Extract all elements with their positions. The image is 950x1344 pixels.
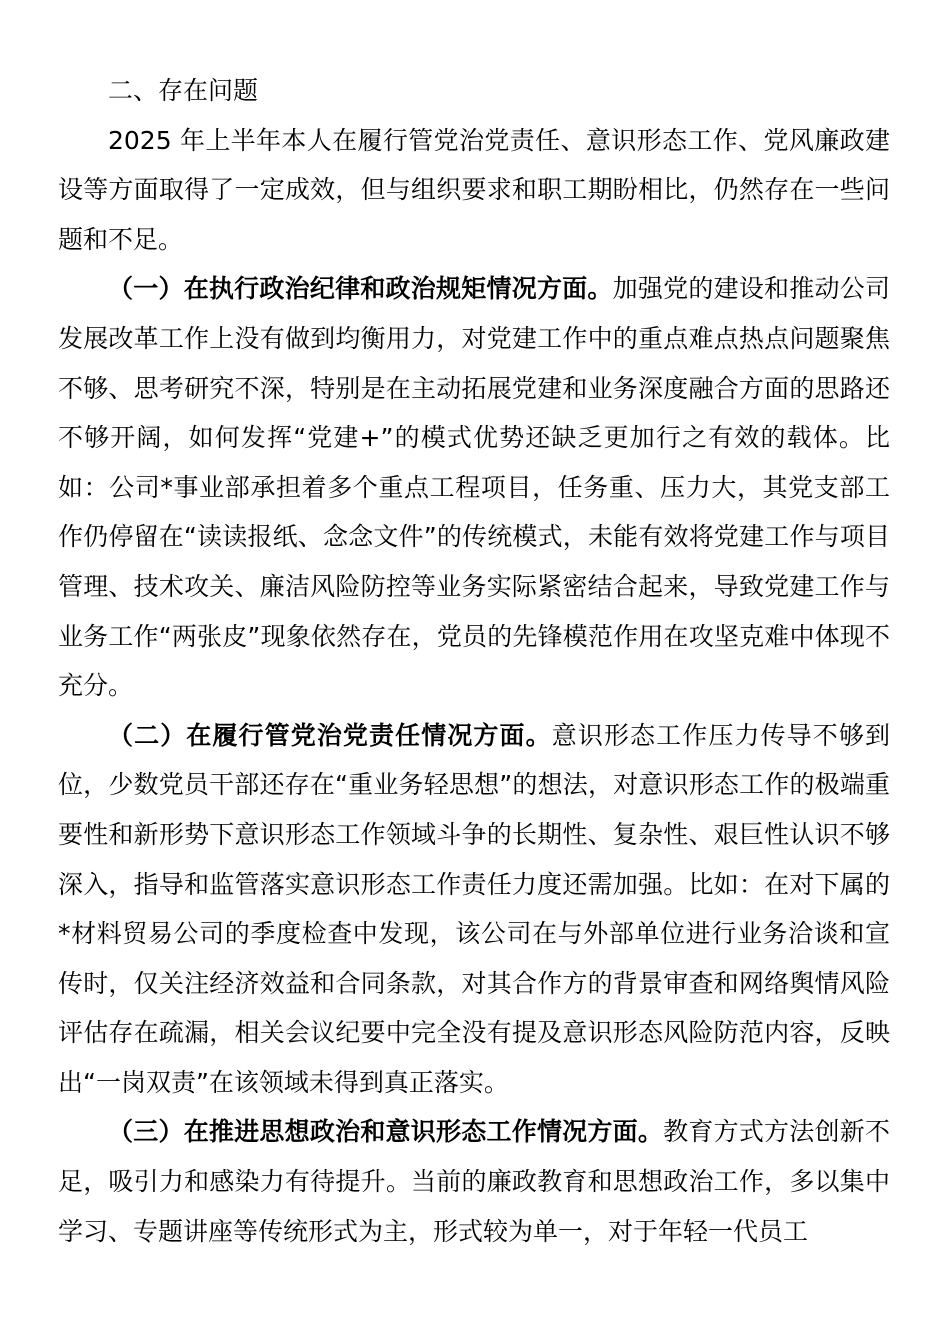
problem-item-1 — [58, 264, 890, 710]
section-intro: 2025 年上半年本人在履行管党治党责任、意识形态工作、党风廉政建设等方面取得了一定成效，但与组织要求和职工期盼相比，仍然存在一些问题和不足。 — [58, 125, 890, 254]
problem-item-3-title: （三）在推进思想政治和意识形态工作情况方面。 — [108, 1117, 664, 1147]
problem-item-1-title: （一）在执行政治纪律和政治规矩情况方面。 — [108, 274, 613, 304]
document-page — [58, 66, 890, 1256]
problem-item-3-body: 教育方式方法创新不足，吸引力和感染力有待提升。当前的廉政教育和思想政治工作，多以集中学习、专题讲座等传统形式为主，形式较为单一，对于年轻一代员工 — [58, 1117, 890, 1246]
problem-item-2-title: （二）在履行管党治党责任情况方面。 — [108, 720, 552, 750]
problem-item-2-body: 意识形态工作压力传导不够到位，少数党员干部还存在“重业务轻思想”的想法，对意识形态工作的极端重要性和新形势下意识形态工作领域斗争的长期性、复杂性、艰巨性认识不够深入，指导和监管落实意识形态工作责任力度还需加强。比如：在对下属的*材料贸易公司的季度检查中发现，该公司在与外部单位进行业务洽谈和宣传时，仅关注经济效益和合同条款，对其合作方的背景审查和网络舆情风险评估存在疏漏，相关会议纪要中完全没有提及意识形态风险防范内容，反映出“一岗双责”在该领域未得到真正落实。 — [58, 720, 890, 1097]
problem-item-1-body: 加强党的建设和推动公司发展改革工作上没有做到均衡用力，对党建工作中的重点难点热点问题聚焦不够、思考研究不深，特别是在主动拓展党建和业务深度融合方面的思路还不够开阔，如何发挥“党建+”的模式优势还缺乏更加行之有效的载体。比如：公司*事业部承担着多个重点工程项目，任务重、压力大，其党支部工作仍停留在“读读报纸、念念文件”的传统模式，未能有效将党建工作与项目管理、技术攻关、廉洁风险防控等业务实际紧密结合起来，导致党建工作与业务工作“两张皮”现象依然存在，党员的先锋模范作用在攻坚克难中体现不充分。 — [58, 274, 890, 701]
problem-item-3 — [58, 1107, 890, 1256]
section-title: 二、存在问题 — [108, 76, 259, 105]
problem-item-2 — [58, 711, 890, 1108]
